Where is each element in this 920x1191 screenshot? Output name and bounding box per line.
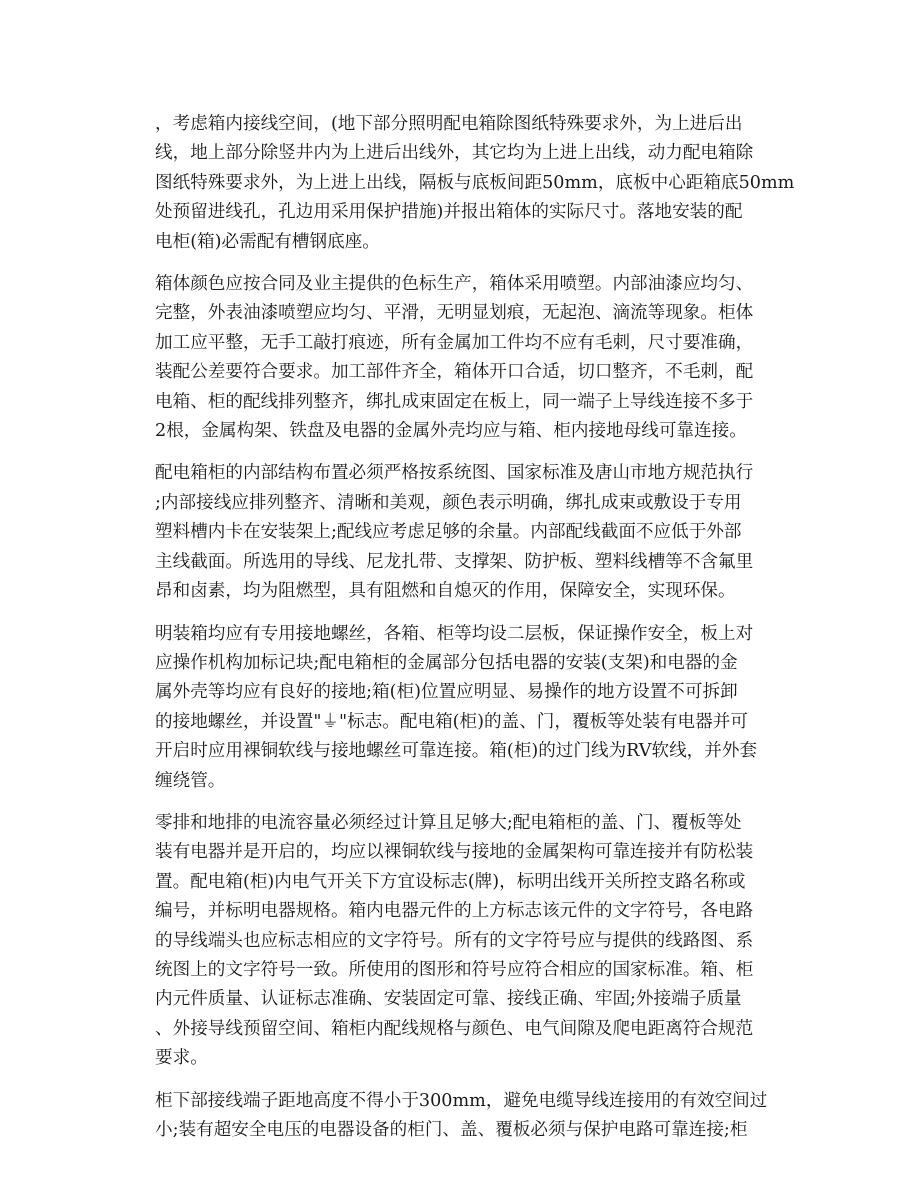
text-line: 箱体颜色应按合同及业主提供的色标生产，箱体采用喷塑。内部油漆应均匀、: [155, 274, 754, 295]
paragraph-grounding: [155, 620, 773, 796]
text-line: 电箱、柜的配线排列整齐，绑扎成束固定在板上，同一端子上导线连接不多于: [155, 391, 754, 412]
text-line: 小;装有超安全电压的电器设备的柜门、盖、覆板必须与保护电路可靠连接;柜: [155, 1120, 748, 1140]
text-line: 内元件质量、认证标志准确、安装固定可靠、接线正确、牢固;外接端子质量: [155, 989, 742, 1010]
paragraph-cabinet-finish: [155, 270, 773, 446]
document-page: [155, 110, 795, 1158]
text-line: 柜下部接线端子距地高度不得小于300mm，避免电缆导线连接用的有效空间过: [155, 1090, 768, 1111]
text-line: 主线截面。所选用的导线、尼龙扎带、支撑架、防护板、塑料线槽等不含氟里: [155, 551, 754, 572]
paragraph-busbar-labeling: [155, 809, 773, 1074]
text-line: 属外壳等均应有良好的接地;箱(柜)位置应明显、易操作的地方设置不可拆卸: [155, 682, 738, 703]
text-line: 处预留进线孔，孔边用采用保护措施)并报出箱体的实际尺寸。落地安装的配: [155, 202, 743, 223]
paragraph-cable-entry: [155, 110, 795, 257]
paragraph-internal-wiring: [155, 459, 773, 606]
text-line: 统图上的文字符号一致。所使用的图形和符号应符合相应的国家标准。箱、柜: [155, 959, 754, 980]
text-line: 置。配电箱(柜)内电气开关下方宜设标志(牌)，标明出线开关所控支路名称或: [155, 871, 746, 892]
text-line: 装有电器并是开启的，均应以裸铜软线与接地的金属架构可靠连接并有防松装: [155, 842, 754, 863]
text-line: 电柜(箱)必需配有槽钢底座。: [155, 231, 380, 252]
text-line: 2根，金属构架、铁盘及电器的金属外壳均应与箱、柜内接地母线可靠连接。: [155, 421, 747, 442]
text-line: 昂和卤素，均为阻燃型，具有阻燃和自熄灭的作用，保障安全，实现环保。: [155, 581, 736, 602]
text-line: 编号，并标明电器规格。箱内电器元件的上方标志该元件的文字符号，各电路: [155, 901, 754, 922]
text-line: 的接地螺丝，并设置"⏚"标志。配电箱(柜)的盖、门，覆板等处装有电器并可: [155, 711, 748, 732]
text-line: ;内部接线应排列整齐、清晰和美观，颜色表示明确，绑扎成束或敷设于专用: [155, 492, 742, 513]
text-line: 的导线端头也应标志相应的文字符号。所有的文字符号应与提供的线路图、系: [155, 930, 754, 951]
paragraph-terminal-height: [155, 1087, 773, 1146]
text-line: 明装箱均应有专用接地螺丝，各箱、柜等均设二层板，保证操作安全，板上对: [155, 623, 754, 644]
text-line: 加工应平整，无手工敲打痕迹，所有金属加工件均不应有毛刺，尺寸要准确，: [155, 332, 754, 353]
text-line: 要求。: [155, 1048, 208, 1069]
text-line: 装配公差要符合要求。加工部件齐全，箱体开口合适，切口整齐，不毛刺，配: [155, 362, 754, 383]
text-line: 零排和地排的电流容量必须经过计算且足够大;配电箱柜的盖、门、覆板等处: [155, 812, 742, 833]
text-line: 配电箱柜的内部结构布置必须严格按系统图、国家标准及唐山市地方规范执行: [155, 463, 754, 484]
text-line: 塑料槽内卡在安装架上;配线应考虑足够的余量。内部配线截面不应低于外部: [155, 522, 742, 543]
text-line: 、外接导线预留空间、箱柜内配线规格与颜色、电气间隙及爬电距离符合规范: [155, 1018, 754, 1039]
text-line: 开启时应用裸铜软线与接地螺丝可靠连接。箱(柜)的过门线为RV软线，并外套: [155, 741, 758, 762]
text-line: ，考虑箱内接线空间，(地下部分照明配电箱除图纸特殊要求外，为上进后出: [155, 114, 743, 134]
text-line: 图纸特殊要求外，为上进上出线，隔板与底板间距50mm，底板中心距箱底50mm: [155, 172, 795, 193]
text-line: 完整，外表油漆喷塑应均匀、平滑，无明显划痕，无起泡、滴流等现象。柜体: [155, 303, 754, 324]
text-line: 缠绕管。: [155, 770, 226, 791]
text-line: 线，地上部分除竖井内为上进后出线外，其它均为上进上出线，动力配电箱除: [155, 143, 754, 164]
text-line: 应操作机构加标记块;配电箱柜的金属部分包括电器的安装(支架)和电器的金: [155, 652, 738, 673]
